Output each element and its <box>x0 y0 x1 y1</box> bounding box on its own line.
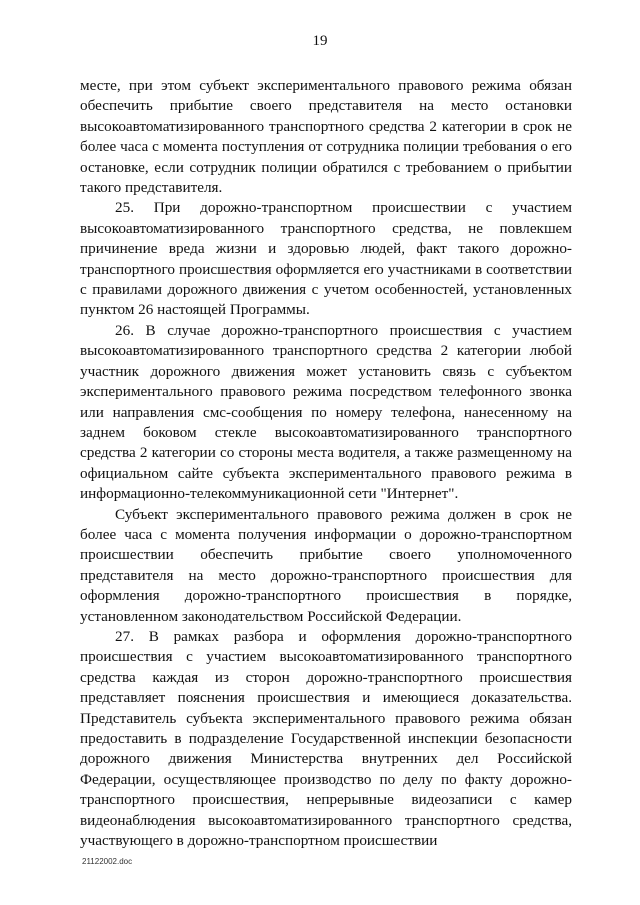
paragraph-continuation: месте, при этом субъект экспериментального правового режима обязан обеспечить прибытие своего представителя на место остановки высокоавтоматизированного транспортного средства 2 категории в срок не более часа с момента поступления от сотрудника полиции требования о его остановке, если сотрудник полиции обратился с требованием о прибытии такого представителя. <box>80 77 572 197</box>
document-body <box>80 76 572 851</box>
paragraph-25: 25. При дорожно-транспортном происшествии с участием высокоавтоматизированного транспортного средства, не повлекшем причинение вреда жизни и здоровью людей, факт такого дорожно-транспортного происшествия оформляется его участниками в соответствии с правилами дорожного движения с учетом особенностей, установленных пунктом 26 настоящей Программы. <box>80 199 572 319</box>
paragraph-26: 26. В случае дорожно-транспортного происшествия с участием высокоавтоматизированного транспортного средства 2 категории любой участник дорожного движения может установить связь с субъектом экспериментального правового режима посредством телефонного звонка или направления смс-сообщения по номеру телефона, нанесенному на заднем боковом стекле высокоавтоматизированного транспортного средства 2 категории со стороны места водителя, а также размещенному на официальном сайте субъекта экспериментального правового режима в информационно-телекоммуникационной сети "Интернет". <box>80 321 572 503</box>
page-number: 19 <box>312 33 328 49</box>
paragraph-27: 27. В рамках разбора и оформления дорожно-транспортного происшествия с участием высокоавтоматизированного транспортного средства каждая из сторон дорожно-транспортного происшествия представляет пояснения происшествия и имеющиеся доказательства. Представитель субъекта экспериментального правового режима обязан предоставить в подразделение Государственной инспекции безопасности дорожного движения Министерства внутренних дел Российской Федерации, осуществляющее производство по делу по факту дорожно-транспортного происшествия, непрерывные видеозаписи с камер видеонаблюдения высокоавтоматизированного транспортного средства, участвующего в дорожно-транспортном происшествии <box>80 627 572 850</box>
paragraph-26-subject: Субъект экспериментального правового режима должен в срок не более часа с момента получения информации о дорожно-транспортном происшествии обеспечить прибытие своего уполномоченного представителя на место дорожно-транспортного происшествия для оформления дорожно-транспортного происшествия в порядке, установленном законодательством Российской Федерации. <box>80 505 572 625</box>
footer-file-code: 21122002.doc <box>82 857 133 866</box>
